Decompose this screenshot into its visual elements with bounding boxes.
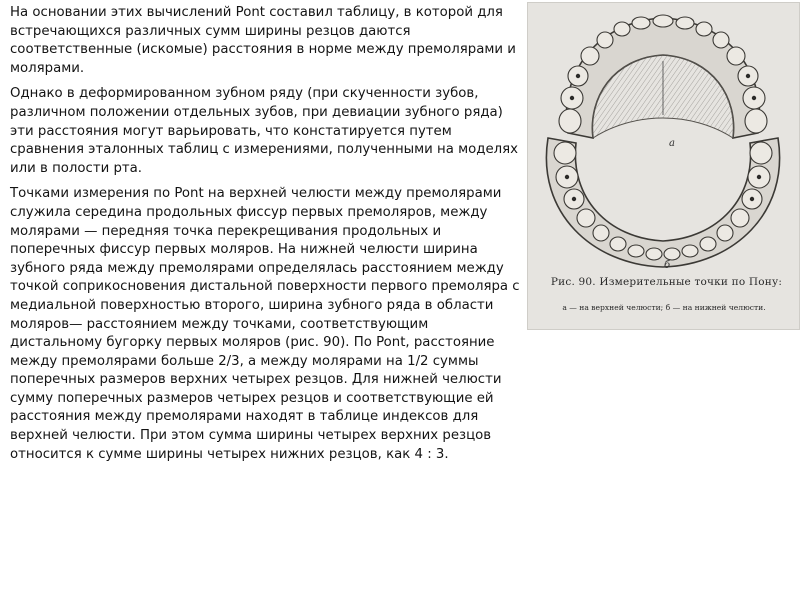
- paragraph-2: Однако в деформированном зубном ряду (при скученности зубов, различном положении отдельных зубов, при девиации зубного ряда) эти расстояния могут варьировать, что констатируется путем сравнения эталонных таблиц с измерениями, полученными на моделях или в полости рта.: [10, 86, 519, 176]
- figure-caption-subtitle: а — на верхней челюсти; б — на нижней челюсти.: [562, 303, 766, 312]
- paragraph-3: Точками измерения по Pont на верхней челюсти между премолярами служила середина продольных фиссур первых премоляров, между молярами — передняя точка перекрещивания продольных и поперечных фиссур первых моляров. На нижней челюсти ширина зубного ряда между премолярами определялась расстоянием между точкой соприкосновения дистальной поверхности первого премоляра с медиальной поверхностью второго, ширина зубного ряда в области моляров— расстоянием между точками, соответствующим дистальному бугорку первых моляров (рис. 90). По Pont, расстояние между премолярами больше 2/3, а между молярами на 1/2 суммы поперечных размеров верхних четырех резцов. Для нижней челюсти сумму поперечных размеров четырех резцов и соответствующие ей расстояния между премолярами находят в таблице индексов для верхней челюсти. При этом сумма ширины четырех верхних резцов относится к сумме ширины четырех нижних резцов, как 4 : 3.: [10, 186, 520, 462]
- figure-label-a: а: [669, 138, 675, 149]
- lower-jaw-drawing: [546, 138, 779, 267]
- text-column: [10, 4, 522, 471]
- figure-caption-title: Рис. 90. Измерительные точки по Пону:: [550, 276, 783, 288]
- paragraph-1: На основании этих вычислений Pont составил таблицу, в которой для встречающихся различных сумм ширины резцов даются соответственные (искомые) расстояния в норме между премолярами и молярами.: [10, 5, 516, 76]
- upper-jaw-drawing: [559, 15, 767, 138]
- figure-label-b: б: [664, 260, 671, 271]
